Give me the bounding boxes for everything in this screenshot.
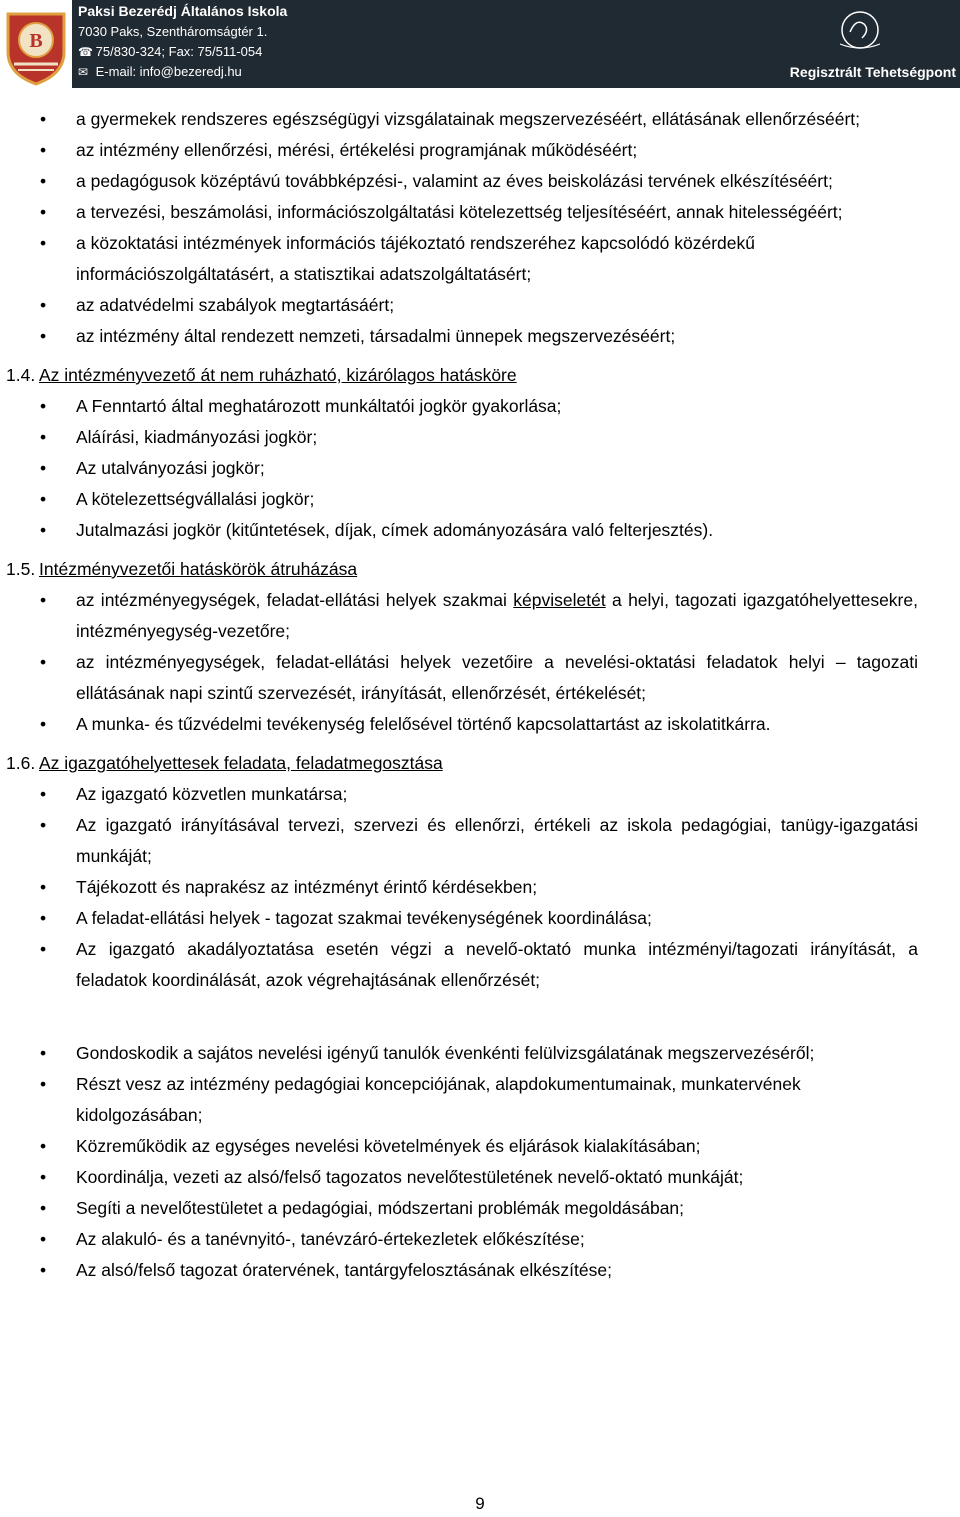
section-heading-1-6: 1.6. Az igazgatóhelyettesek feladata, feladatmegosztása <box>6 753 443 773</box>
list-item: • Közreműködik az egységes nevelési követelmények és eljárások kialakításában; <box>0 1131 960 1162</box>
bullet: • <box>40 202 47 222</box>
list-item: • Az igazgató akadályoztatása esetén végzi a nevelő-oktató munka intézményi/tagozati irányítását, a feladatok koordinálását, azok végrehajtásának ellenőrzését; <box>0 934 960 996</box>
bullet: • <box>40 1043 47 1063</box>
list-item: • a gyermekek rendszeres egészségügyi vizsgálatainak megszervezéséért, ellátásának ellenőrzéséért; <box>0 104 960 135</box>
list-item: • A munka- és tűzvédelmi tevékenység felelősével történő kapcsolattartást az iskolatitkárra. <box>0 709 960 740</box>
list-item: • az intézményegységek, feladat-ellátási helyek szakmai képviseletét a helyi, tagozati igazgatóhelyettesekre, intézményegység-vezetőre; <box>0 585 960 647</box>
bullet: • <box>40 1260 47 1280</box>
envelope-icon: ✉ <box>78 65 89 79</box>
list-item: • Jutalmazási jogkör (kitűntetések, díjak, címek adományozására való felterjesztés). <box>0 515 960 546</box>
bullet: • <box>40 1198 47 1218</box>
list-item: • a tervezési, beszámolási, információszolgáltatási kötelezettség teljesítéséért, annak hitelességéért; <box>0 197 960 228</box>
page-header <box>0 0 960 90</box>
school-address: 7030 Paks, Szentháromságtér 1. <box>78 24 268 39</box>
page-number: 9 <box>475 1494 485 1513</box>
list-item: • a közoktatási intézmények információs tájékoztató rendszeréhez kapcsolódó közérdekű információszolgáltatásért, a statisztikai adatszolgáltatásért; <box>0 228 960 290</box>
bullet: • <box>40 427 47 447</box>
list-item: • Az alsó/felső tagozat óratervének, tantárgyfelosztásának elkészítése; <box>0 1255 960 1286</box>
bullet: • <box>40 171 47 191</box>
section-heading-1-5: 1.5. Intézményvezetői hatáskörök átruházása <box>6 559 358 579</box>
list-item: • A kötelezettségvállalási jogkör; <box>0 484 960 515</box>
list-item: • az intézményegységek, feladat-ellátási helyek vezetőire a nevelési-oktatási feladatok helyi – tagozati ellátásának napi szintű szervezését, irányítását, ellenőrzését, értékelését; <box>0 647 960 709</box>
list-item: • Koordinálja, vezeti az alsó/felső tagozatos nevelőtestületének nevelő-oktató munkáját; <box>0 1162 960 1193</box>
list-item: • Gondoskodik a sajátos nevelési igényű tanulók évenkénti felülvizsgálatának megszervezéséről; <box>0 1038 960 1069</box>
bullet: • <box>40 877 47 897</box>
logo-letter: B <box>29 30 43 52</box>
list-item: • a pedagógusok középtávú továbbképzési-, valamint az éves beiskolázási tervének elkészítéséért; <box>0 166 960 197</box>
list-item: • Az alakuló- és a tanévnyitó-, tanévzáró-értekezletek előkészítése; <box>0 1224 960 1255</box>
list-item: • Az igazgató irányításával tervezi, szervezi és ellenőrzi, értékeli az iskola pedagógiai, tanügy-igazgatási munkáját; <box>0 810 960 872</box>
list-item: • az intézmény ellenőrzési, mérési, értékelési programjának működéséért; <box>0 135 960 166</box>
school-email <box>78 64 242 79</box>
bullet: • <box>40 520 47 540</box>
bullet: • <box>40 1074 47 1094</box>
bullet: • <box>40 458 47 478</box>
bullet: • <box>40 815 47 835</box>
list-item: • Az igazgató közvetlen munkatársa; <box>0 779 960 810</box>
list-item: • Aláírási, kiadmányozási jogkör; <box>0 422 960 453</box>
document-body <box>0 104 960 1286</box>
bullet: • <box>40 396 47 416</box>
list-item: • Az utalványozási jogkör; <box>0 453 960 484</box>
bullet: • <box>40 140 47 160</box>
bullet: • <box>40 295 47 315</box>
school-name: Paksi Bezerédj Általános Iskola <box>78 3 288 19</box>
bullet: • <box>40 1136 47 1156</box>
bullet: • <box>40 109 47 129</box>
list-item: • A Fenntartó által meghatározott munkáltatói jogkör gyakorlása; <box>0 391 960 422</box>
list-item: • az intézmény által rendezett nemzeti, társadalmi ünnepek megszervezéséért; <box>0 321 960 352</box>
bullet: • <box>40 233 47 253</box>
bullet: • <box>40 590 47 610</box>
bullet: • <box>40 326 47 346</box>
bullet: • <box>40 939 47 959</box>
phone-icon: ☎ <box>78 45 93 59</box>
list-item: • A feladat-ellátási helyek - tagozat szakmai tevékenységének koordinálása; <box>0 903 960 934</box>
bullet: • <box>40 784 47 804</box>
phone-text: 75/830-324; Fax: 75/511-054 <box>95 44 263 59</box>
list-item: • Részt vesz az intézmény pedagógiai koncepciójának, alapdokumentumainak, munkatervének kidolgozásában; <box>0 1069 960 1131</box>
school-logo <box>0 0 72 88</box>
list-item: • Tájékozott és naprakész az intézményt érintő kérdésekben; <box>0 872 960 903</box>
list-item: • az adatvédelmi szabályok megtartásáért; <box>0 290 960 321</box>
school-phone <box>78 44 262 59</box>
bullet: • <box>40 1229 47 1249</box>
bullet: • <box>40 1167 47 1187</box>
bullet: • <box>40 714 47 734</box>
section-heading-1-4: 1.4. Az intézményvezető át nem ruházható, kizárólagos hatásköre <box>6 365 517 385</box>
email-text: E-mail: info@bezeredj.hu <box>95 64 242 79</box>
bullet: • <box>40 489 47 509</box>
bullet: • <box>40 652 47 672</box>
bullet: • <box>40 908 47 928</box>
list-item: • Segíti a nevelőtestületet a pedagógiai, módszertani problémák megoldásában; <box>0 1193 960 1224</box>
registered-talent-point: Regisztrált Tehetségpont <box>789 64 956 80</box>
talent-point-logo <box>832 8 888 54</box>
